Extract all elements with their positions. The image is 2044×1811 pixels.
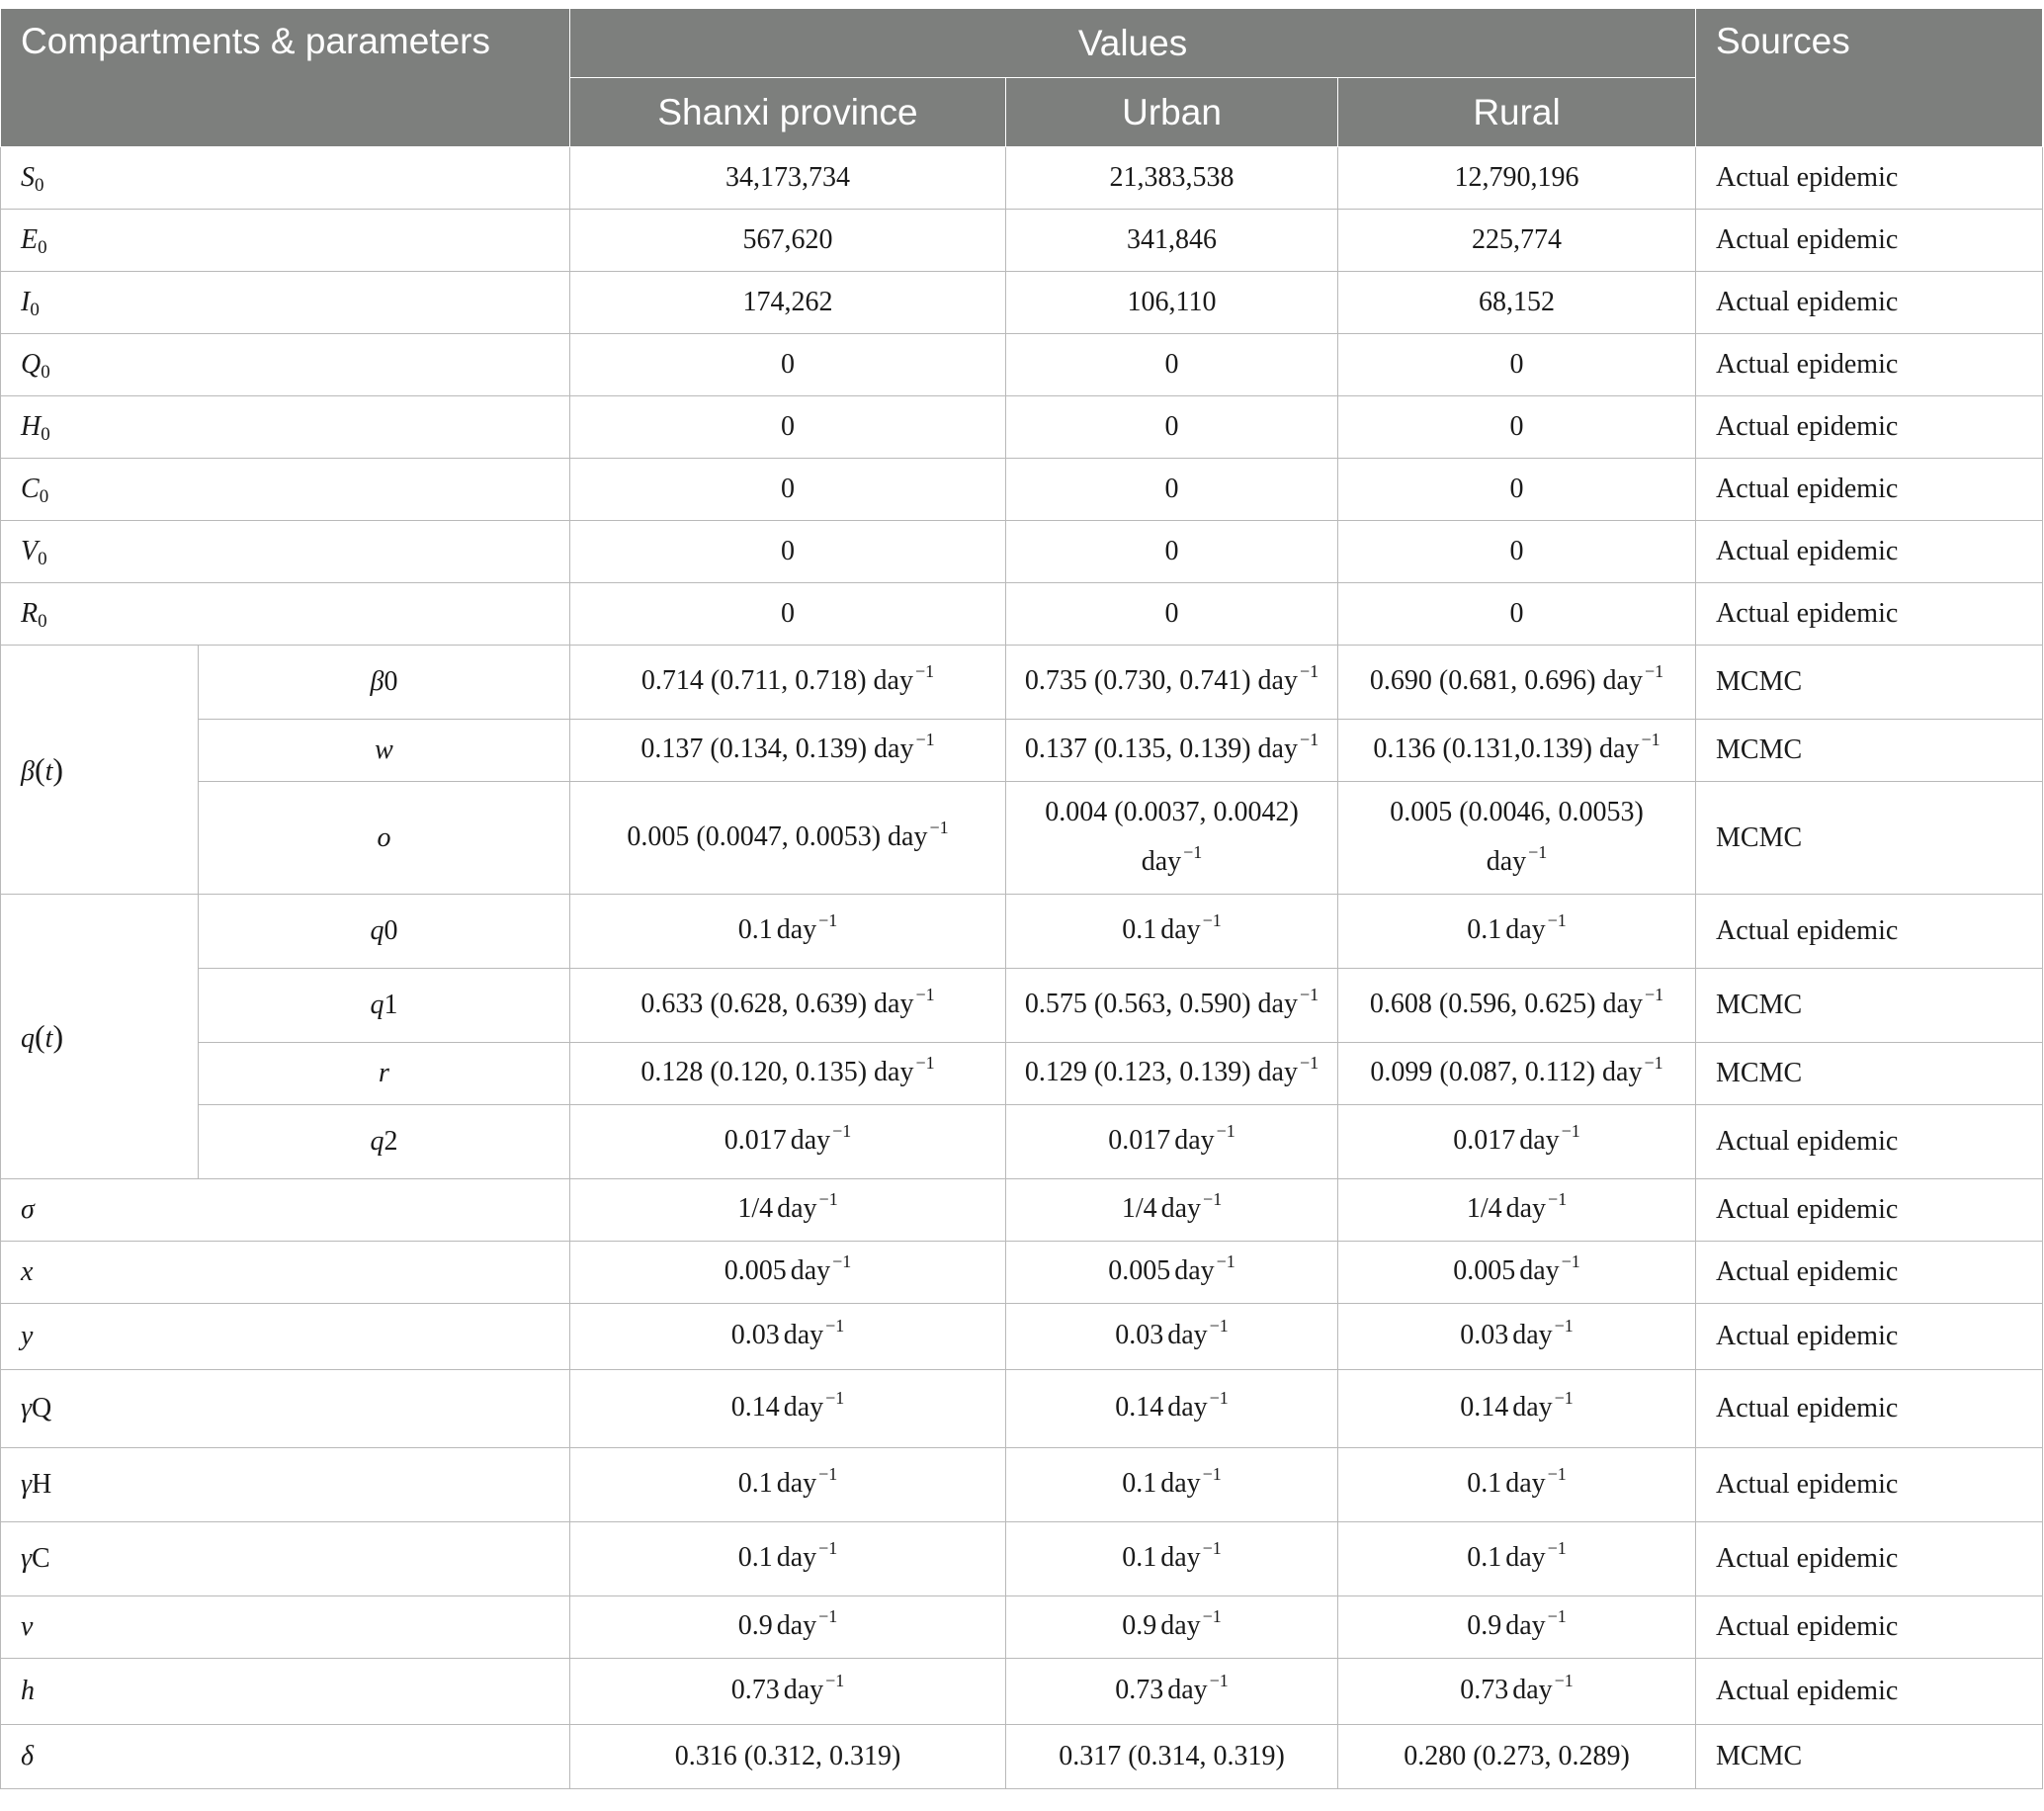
value-rural: 0.1 day $^{-1}$: [1338, 1522, 1696, 1596]
group-beta-t: β(t): [1, 646, 199, 895]
value-rural: 0.73 day $^{-1}$: [1338, 1659, 1696, 1725]
param-symbol: h: [1, 1659, 570, 1725]
value-rural: 0.690 (0.681, 0.696) day $^{-1}$: [1338, 646, 1696, 720]
source-cell: MCMC: [1696, 1725, 2043, 1789]
value-shanxi: 0: [570, 334, 1006, 396]
param-symbol: γC: [1, 1522, 570, 1596]
value-urban: 106,110: [1006, 272, 1338, 334]
value-urban: 0.73 day $^{-1}$: [1006, 1659, 1338, 1725]
param-symbol: V0: [1, 521, 570, 583]
value-shanxi: 0.137 (0.134, 0.139) day $^{-1}$: [570, 720, 1006, 782]
table-row: [1, 521, 2043, 583]
value-shanxi: 0.128 (0.120, 0.135) day $^{-1}$: [570, 1043, 1006, 1105]
value-rural: 0.03 day $^{-1}$: [1338, 1304, 1696, 1370]
param-symbol: o: [199, 782, 570, 895]
param-symbol: r: [199, 1043, 570, 1105]
value-shanxi: 567,620: [570, 210, 1006, 272]
value-urban: 21,383,538: [1006, 147, 1338, 210]
value-shanxi: 174,262: [570, 272, 1006, 334]
value-urban: 0.575 (0.563, 0.590) day $^{-1}$: [1006, 969, 1338, 1043]
value-shanxi: 0.633 (0.628, 0.639) day $^{-1}$: [570, 969, 1006, 1043]
table-row: [1, 646, 2043, 720]
table-row: [1, 1179, 2043, 1242]
value-urban: 0.03 day $^{-1}$: [1006, 1304, 1338, 1370]
value-rural: 0: [1338, 396, 1696, 459]
table-row: [1, 147, 2043, 210]
source-cell: Actual epidemic: [1696, 1242, 2043, 1304]
source-cell: Actual epidemic: [1696, 583, 2043, 646]
param-symbol: I0: [1, 272, 570, 334]
value-shanxi: 0.316 (0.312, 0.319): [570, 1725, 1006, 1789]
source-cell: Actual epidemic: [1696, 1448, 2043, 1522]
value-rural: 0.1 day $^{-1}$: [1338, 1448, 1696, 1522]
param-symbol: R0: [1, 583, 570, 646]
value-shanxi: 0.005 (0.0047, 0.0053) day $^{-1}$: [570, 782, 1006, 895]
param-symbol: σ: [1, 1179, 570, 1242]
param-symbol: E0: [1, 210, 570, 272]
table-row: [1, 272, 2043, 334]
header-values: Values: [570, 9, 1696, 78]
value-urban: 0: [1006, 521, 1338, 583]
value-shanxi: 0.03 day $^{-1}$: [570, 1304, 1006, 1370]
param-symbol: H0: [1, 396, 570, 459]
value-rural: 0.005 (0.0046, 0.0053) day $^{-1}$: [1338, 782, 1696, 895]
value-rural: 0.099 (0.087, 0.112) day $^{-1}$: [1338, 1043, 1696, 1105]
table-row: [1, 1725, 2043, 1789]
header-compartments-parameters: Compartments & parameters: [1, 9, 570, 147]
value-shanxi: 0.14 day $^{-1}$: [570, 1370, 1006, 1448]
value-shanxi: 0.714 (0.711, 0.718) day $^{-1}$: [570, 646, 1006, 720]
value-shanxi: 0.1 day $^{-1}$: [570, 1448, 1006, 1522]
group-q-t: q(t): [1, 895, 199, 1179]
value-shanxi: 1/4 day $^{-1}$: [570, 1179, 1006, 1242]
source-cell: Actual epidemic: [1696, 1179, 2043, 1242]
value-shanxi: 0: [570, 521, 1006, 583]
source-cell: Actual epidemic: [1696, 210, 2043, 272]
value-shanxi: 0.73 day $^{-1}$: [570, 1659, 1006, 1725]
value-rural: 0.017 day $^{-1}$: [1338, 1105, 1696, 1179]
table-row: [1, 396, 2043, 459]
value-urban: 0: [1006, 583, 1338, 646]
table-row: [1, 210, 2043, 272]
value-shanxi: 0.017 day $^{-1}$: [570, 1105, 1006, 1179]
value-urban: 0.1 day $^{-1}$: [1006, 895, 1338, 969]
header-shanxi-province: Shanxi province: [570, 78, 1006, 147]
value-rural: 0.9 day $^{-1}$: [1338, 1596, 1696, 1659]
value-shanxi: 0: [570, 459, 1006, 521]
value-rural: 0.608 (0.596, 0.625) day $^{-1}$: [1338, 969, 1696, 1043]
table-row: [1, 1596, 2043, 1659]
param-symbol: γQ: [1, 1370, 570, 1448]
table-row: [1, 583, 2043, 646]
parameters-table: [0, 8, 2043, 1789]
param-symbol: δ: [1, 1725, 570, 1789]
table-row: [1, 1370, 2043, 1448]
value-shanxi: 0.005 day $^{-1}$: [570, 1242, 1006, 1304]
value-rural: 0: [1338, 459, 1696, 521]
source-cell: Actual epidemic: [1696, 272, 2043, 334]
param-symbol: q1: [199, 969, 570, 1043]
value-rural: 0.005 day $^{-1}$: [1338, 1242, 1696, 1304]
param-symbol: q0: [199, 895, 570, 969]
value-shanxi: 0.9 day $^{-1}$: [570, 1596, 1006, 1659]
table-row: [1, 782, 2043, 895]
param-symbol: w: [199, 720, 570, 782]
value-urban: 0.137 (0.135, 0.139) day $^{-1}$: [1006, 720, 1338, 782]
value-urban: 0.005 day $^{-1}$: [1006, 1242, 1338, 1304]
table-row: [1, 1105, 2043, 1179]
table-row: [1, 969, 2043, 1043]
value-urban: 0: [1006, 334, 1338, 396]
value-urban: 341,846: [1006, 210, 1338, 272]
value-rural: 0.1 day $^{-1}$: [1338, 895, 1696, 969]
value-urban: 0.1 day $^{-1}$: [1006, 1522, 1338, 1596]
source-cell: Actual epidemic: [1696, 1370, 2043, 1448]
source-cell: Actual epidemic: [1696, 521, 2043, 583]
table-row: [1, 1242, 2043, 1304]
value-urban: 0.004 (0.0037, 0.0042) day $^{-1}$: [1006, 782, 1338, 895]
value-shanxi: 0.1 day $^{-1}$: [570, 895, 1006, 969]
value-urban: 0.1 day $^{-1}$: [1006, 1448, 1338, 1522]
source-cell: Actual epidemic: [1696, 459, 2043, 521]
value-rural: 225,774: [1338, 210, 1696, 272]
value-rural: 68,152: [1338, 272, 1696, 334]
table-row: [1, 1043, 2043, 1105]
value-shanxi: 34,173,734: [570, 147, 1006, 210]
value-urban: 0.017 day $^{-1}$: [1006, 1105, 1338, 1179]
value-shanxi: 0: [570, 583, 1006, 646]
param-symbol: C0: [1, 459, 570, 521]
source-cell: Actual epidemic: [1696, 396, 2043, 459]
param-symbol: Q0: [1, 334, 570, 396]
value-urban: 0: [1006, 396, 1338, 459]
header-rural: Rural: [1338, 78, 1696, 147]
value-shanxi: 0.1 day $^{-1}$: [570, 1522, 1006, 1596]
source-cell: Actual epidemic: [1696, 147, 2043, 210]
source-cell: Actual epidemic: [1696, 1596, 2043, 1659]
source-cell: Actual epidemic: [1696, 1105, 2043, 1179]
value-urban: 0.317 (0.314, 0.319): [1006, 1725, 1338, 1789]
value-rural: 0.136 (0.131,0.139) day $^{-1}$: [1338, 720, 1696, 782]
source-cell: Actual epidemic: [1696, 1304, 2043, 1370]
value-rural: 0: [1338, 334, 1696, 396]
value-urban: 0: [1006, 459, 1338, 521]
param-symbol: β0: [199, 646, 570, 720]
source-cell: Actual epidemic: [1696, 1659, 2043, 1725]
param-symbol: x: [1, 1242, 570, 1304]
value-rural: 0: [1338, 521, 1696, 583]
source-cell: MCMC: [1696, 969, 2043, 1043]
source-cell: MCMC: [1696, 720, 2043, 782]
value-urban: 0.129 (0.123, 0.139) day $^{-1}$: [1006, 1043, 1338, 1105]
table-row: [1, 1448, 2043, 1522]
param-symbol: y: [1, 1304, 570, 1370]
source-cell: MCMC: [1696, 1043, 2043, 1105]
table-row: [1, 895, 2043, 969]
value-rural: 0.280 (0.273, 0.289): [1338, 1725, 1696, 1789]
param-symbol: v: [1, 1596, 570, 1659]
table-row: [1, 1304, 2043, 1370]
header-urban: Urban: [1006, 78, 1338, 147]
value-rural: 0.14 day $^{-1}$: [1338, 1370, 1696, 1448]
header-sources: Sources: [1696, 9, 2043, 147]
value-urban: 0.14 day $^{-1}$: [1006, 1370, 1338, 1448]
value-urban: 0.735 (0.730, 0.741) day $^{-1}$: [1006, 646, 1338, 720]
param-symbol: q2: [199, 1105, 570, 1179]
param-symbol: S0: [1, 147, 570, 210]
source-cell: MCMC: [1696, 782, 2043, 895]
value-rural: 12,790,196: [1338, 147, 1696, 210]
value-rural: 1/4 day $^{-1}$: [1338, 1179, 1696, 1242]
value-urban: 0.9 day $^{-1}$: [1006, 1596, 1338, 1659]
value-urban: 1/4 day $^{-1}$: [1006, 1179, 1338, 1242]
source-cell: MCMC: [1696, 646, 2043, 720]
table-row: [1, 1659, 2043, 1725]
value-rural: 0: [1338, 583, 1696, 646]
table-row: [1, 720, 2043, 782]
value-shanxi: 0: [570, 396, 1006, 459]
param-symbol: γH: [1, 1448, 570, 1522]
table-row: [1, 334, 2043, 396]
table-row: [1, 459, 2043, 521]
table-body: [1, 147, 2043, 1789]
table-row: [1, 1522, 2043, 1596]
source-cell: Actual epidemic: [1696, 334, 2043, 396]
source-cell: Actual epidemic: [1696, 1522, 2043, 1596]
source-cell: Actual epidemic: [1696, 895, 2043, 969]
